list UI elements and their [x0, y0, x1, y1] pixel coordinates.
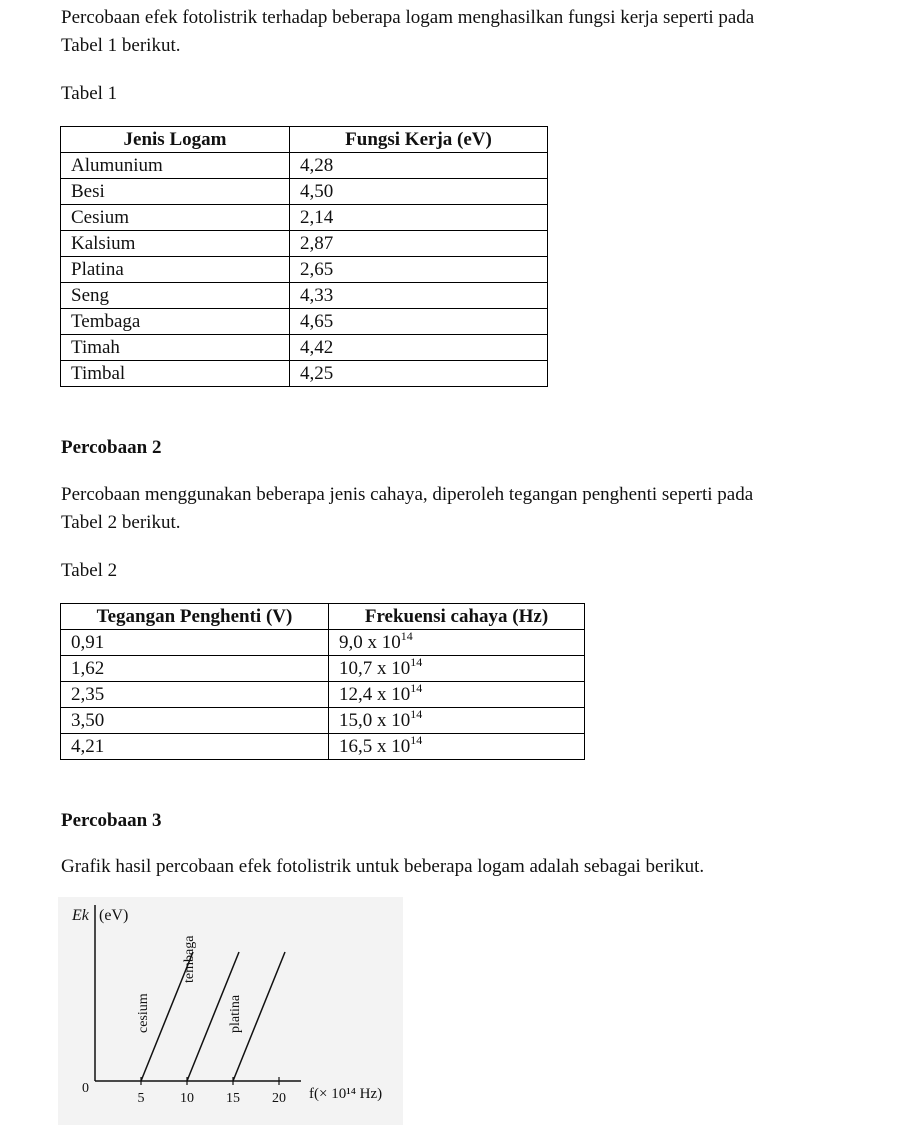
- table1: [60, 126, 548, 387]
- table1-row: [61, 309, 548, 335]
- table1-header-metal: Jenis Logam: [61, 127, 290, 153]
- table1-cell-work-function: 4,25: [290, 361, 548, 387]
- section3-heading: Percobaan 3: [61, 810, 162, 831]
- table2-cell-frequency: [329, 708, 585, 734]
- section2-text: [61, 481, 753, 537]
- frequency-base: 9,0 x 10: [339, 632, 401, 653]
- table1-cell-work-function: 4,33: [290, 283, 548, 309]
- table2-header-row: [61, 604, 585, 630]
- table1-row: [61, 361, 548, 387]
- table2-row: [61, 656, 585, 682]
- table1-header-row: [61, 127, 548, 153]
- table2-header-frequency: Frekuensi cahaya (Hz): [329, 604, 585, 630]
- table1-cell-metal: Platina: [61, 257, 290, 283]
- table2-cell-voltage: 2,35: [61, 682, 329, 708]
- frequency-exponent: 14: [410, 681, 423, 695]
- table2-cell-voltage: 0,91: [61, 630, 329, 656]
- table2-caption: Tabel 2: [61, 560, 118, 581]
- table2-row: [61, 682, 585, 708]
- table1-cell-metal: Cesium: [61, 205, 290, 231]
- table2-row: [61, 708, 585, 734]
- table2-row: [61, 734, 585, 760]
- intro-text: [61, 4, 754, 60]
- table2-cell-frequency: [329, 734, 585, 760]
- label-tembaga: tembaga: [182, 935, 197, 983]
- table1-header-work-function: Fungsi Kerja (eV): [290, 127, 548, 153]
- table1-cell-metal: Besi: [61, 179, 290, 205]
- section3-text: Grafik hasil percobaan efek fotolistrik untuk beberapa logam adalah sebagai berikut.: [61, 856, 705, 877]
- label-cesium: cesium: [136, 993, 151, 1033]
- table1-row: [61, 335, 548, 361]
- origin-label: 0: [82, 1081, 89, 1096]
- table1-cell-work-function: 4,28: [290, 153, 548, 179]
- table1-cell-work-function: 4,65: [290, 309, 548, 335]
- table1-cell-metal: Seng: [61, 283, 290, 309]
- x-tick-label: 5: [137, 1091, 145, 1106]
- x-axis-label: f(× 10¹⁴ Hz): [309, 1086, 383, 1102]
- table2-cell-voltage: 4,21: [61, 734, 329, 760]
- x-tick-label: 20: [272, 1091, 286, 1106]
- frequency-exponent: 14: [410, 655, 423, 669]
- table1-cell-work-function: 2,87: [290, 231, 548, 257]
- table1-cell-metal: Timbal: [61, 361, 290, 387]
- table1-row: [61, 153, 548, 179]
- section2-line-1: Percobaan menggunakan beberapa jenis cahaya, diperoleh tegangan penghenti seperti pada: [61, 484, 754, 505]
- section2-heading: Percobaan 2: [61, 437, 162, 458]
- table2-header-voltage: Tegangan Penghenti (V): [61, 604, 329, 630]
- intro-line-1: Percobaan efek fotolistrik terhadap beberapa logam menghasilkan fungsi kerja seperti pada: [61, 7, 755, 28]
- table1-cell-work-function: 2,14: [290, 205, 548, 231]
- table2-row: [61, 630, 585, 656]
- table1-cell-metal: Tembaga: [61, 309, 290, 335]
- table1-cell-metal: Kalsium: [61, 231, 290, 257]
- table1-row: [61, 257, 548, 283]
- section2-line-2: Tabel 2 berikut.: [61, 512, 181, 533]
- table2-cell-frequency: [329, 656, 585, 682]
- table2-cell-voltage: 1,62: [61, 656, 329, 682]
- table1-row: [61, 283, 548, 309]
- frequency-base: 12,4 x 10: [339, 684, 411, 705]
- frequency-exponent: 14: [410, 707, 423, 721]
- x-tick-label: 10: [180, 1091, 194, 1106]
- table1-row: [61, 231, 548, 257]
- table1-cell-work-function: 4,42: [290, 335, 548, 361]
- table1-cell-metal: Alumunium: [61, 153, 290, 179]
- table1-cell-work-function: 4,50: [290, 179, 548, 205]
- y-axis-symbol: Ek: [72, 907, 89, 924]
- frequency-exponent: 14: [400, 629, 413, 643]
- y-axis-unit: (eV): [99, 907, 129, 924]
- table1-cell-work-function: 2,65: [290, 257, 548, 283]
- table1-row: [61, 179, 548, 205]
- table1-caption: Tabel 1: [61, 83, 118, 104]
- frequency-base: 16,5 x 10: [339, 736, 411, 757]
- table1-row: [61, 205, 548, 231]
- table2-cell-frequency: [329, 682, 585, 708]
- table2-cell-voltage: 3,50: [61, 708, 329, 734]
- frequency-exponent: 14: [410, 733, 423, 747]
- table2-cell-frequency: [329, 630, 585, 656]
- ek-frequency-graph: [58, 897, 403, 1125]
- table2: [60, 603, 585, 760]
- label-platina: platina: [228, 994, 243, 1033]
- table1-cell-metal: Timah: [61, 335, 290, 361]
- x-tick-label: 15: [226, 1091, 240, 1106]
- frequency-base: 10,7 x 10: [339, 658, 411, 679]
- intro-line-2: Tabel 1 berikut.: [61, 35, 181, 56]
- frequency-base: 15,0 x 10: [339, 710, 411, 731]
